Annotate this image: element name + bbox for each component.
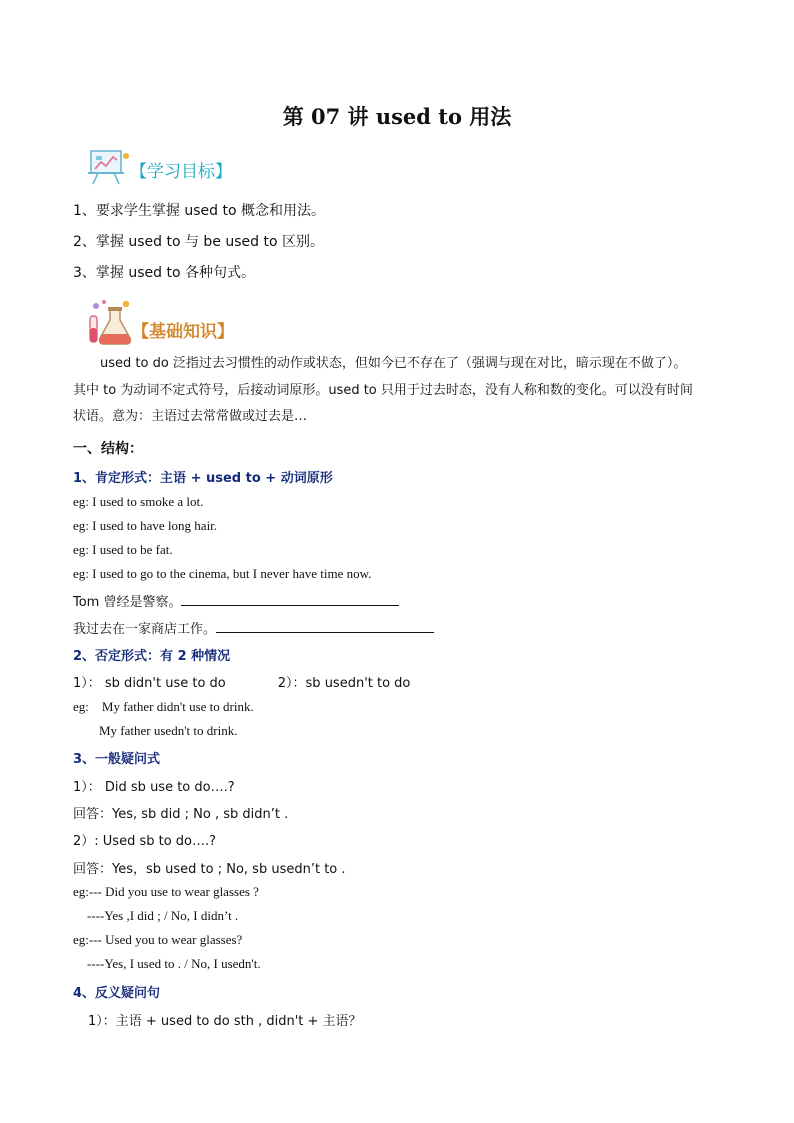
presentation-board-icon: [86, 148, 134, 186]
exercise-prompt: Tom 曾经是警察。: [73, 595, 182, 610]
structure-heading: 一、结构：: [73, 441, 143, 457]
tag-question-heading: 4、反义疑问句: [73, 986, 161, 1001]
exercise-line: [73, 591, 399, 610]
example-line: eg: I used to smoke a lot.: [73, 494, 204, 509]
goal-item: 1、要求学生掌握 used to 概念和用法。: [73, 203, 325, 219]
goals-banner: [86, 148, 232, 186]
goals-label: 【学习目标】: [130, 162, 232, 182]
page-title: 第 07 讲 used to 用法: [282, 104, 512, 129]
example-line: eg: I used to be fat.: [73, 542, 173, 557]
negative-example-1: [73, 699, 254, 715]
exercise-line: [73, 618, 434, 637]
negative-case-2: 2）：sb usedn't to do: [277, 676, 411, 691]
negative-example-2: My father usedn't to drink.: [99, 723, 238, 738]
question-line: 2）: Used sb to do….?: [73, 834, 217, 849]
goal-item: 2、掌握 used to 与 be used to 区别。: [73, 234, 325, 250]
question-example: eg:--- Used you to wear glasses?: [73, 932, 243, 947]
exercise-prompt: 我过去在一家商店工作。: [73, 622, 217, 637]
tag-question-line: 1）：主语 + used to do sth , didn't + 主语？: [88, 1014, 362, 1029]
negative-heading: 2、否定形式：有 2 种情况: [73, 649, 231, 664]
intro-line: 其中 to 为动词不定式符号，后接动词原形。used to 只用于过去时态，没有人称和数的变化。可以没有时间: [73, 383, 693, 398]
negative-example-text: My father didn't use to drink.: [101, 699, 254, 714]
question-example: eg:--- Did you use to wear glasses ?: [73, 884, 259, 899]
negative-cases: [73, 672, 410, 691]
answer-blank[interactable]: [216, 619, 434, 633]
basics-label: 【基础知识】: [132, 322, 234, 342]
answer-line: 回答：Yes, sb did ; No , sb didn’t .: [73, 807, 289, 822]
example-line: eg: I used to have long hair.: [73, 518, 218, 533]
question-example-answer: ----Yes, I used to . / No, I usedn't.: [87, 956, 261, 971]
negative-case-1: 1）： sb didn't use to do: [73, 676, 226, 691]
example-line: eg: I used to go to the cinema, but I never have time now.: [73, 566, 372, 581]
question-line: 1）： Did sb use to do….?: [73, 780, 235, 795]
affirmative-heading: 1、肯定形式：主语 + used to + 动词原形: [73, 471, 333, 486]
intro-line: 状语。意为：主语过去常常做或过去是…: [73, 409, 308, 424]
basics-banner: [86, 298, 234, 346]
question-example-answer: ----Yes ,I did ; / No, I didn’t .: [87, 908, 239, 923]
goal-item: 3、掌握 used to 各种句式。: [73, 265, 255, 281]
lab-flask-icon: [86, 298, 136, 346]
eg-label: eg:: [73, 699, 89, 714]
intro-line: used to do 泛指过去习惯性的动作或状态，但如今已不存在了（强调与现在对比，暗示现在不做了）。: [100, 356, 687, 371]
question-heading: 3、一般疑问式: [73, 752, 161, 767]
answer-line: 回答：Yes，sb used to ; No, sb usedn’t to .: [73, 862, 346, 877]
answer-blank[interactable]: [181, 592, 399, 606]
